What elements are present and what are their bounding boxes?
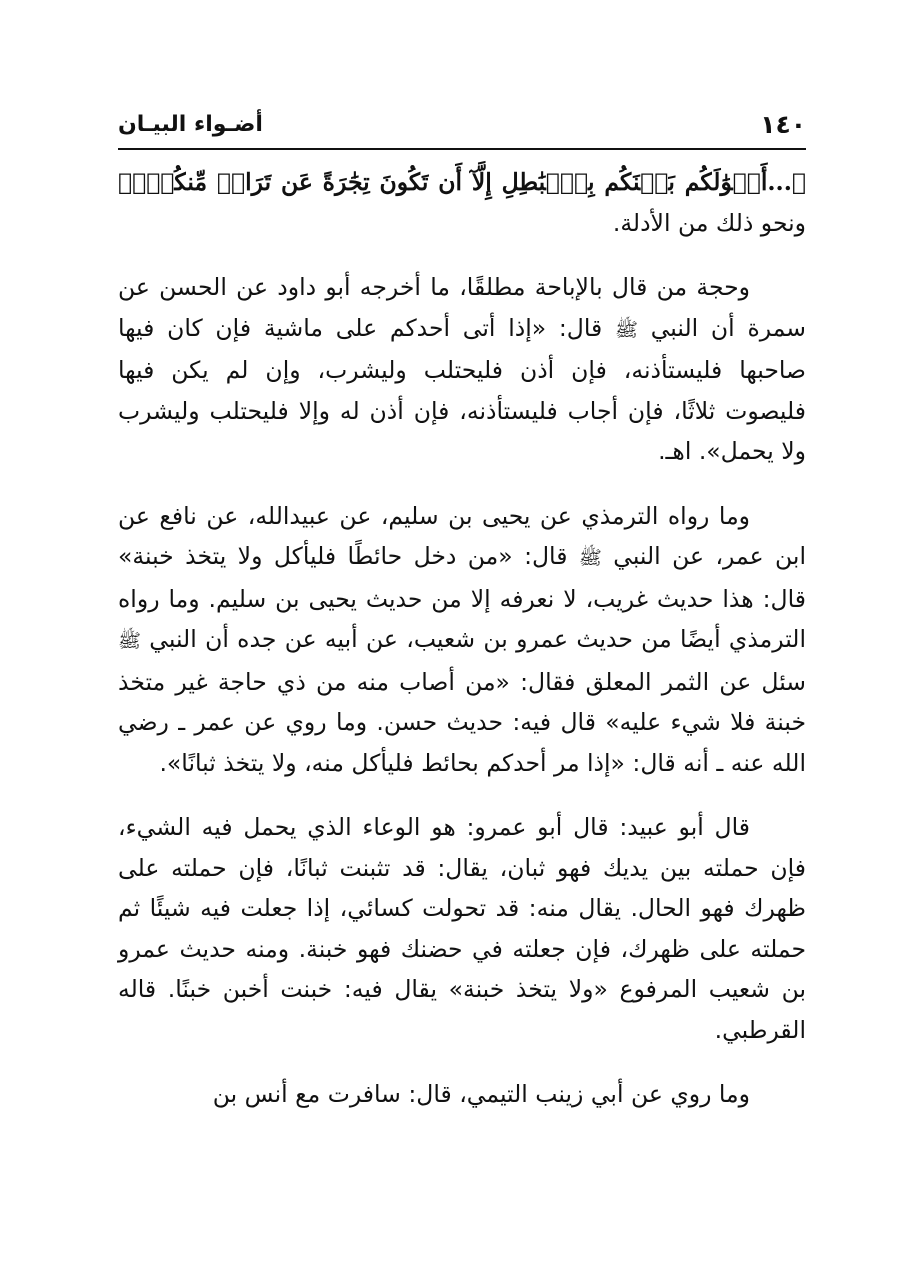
paragraph-3-text-b: قال: «من دخل حائطًا فليأكل ولا يتخذ خبنة» قال: هذا حديث غريب، لا نعرفه إلا من حديث يحيى بن سليم. وما رواه الترمذي أيضًا من حديث عمرو بن شعيب، عن أبيه عن جده أن النبي xyxy=(118,542,806,653)
paragraph-4 xyxy=(118,807,806,1050)
honorific-glyph: ﷺ xyxy=(615,318,638,341)
book-title: أضـواء البيـان xyxy=(118,112,263,137)
paragraph-4-text: قال أبو عبيد: قال أبو عمرو: هو الوعاء الذي يحمل فيه الشيء، فإن حملته بين يديك فهو ثبان، يقال: قد تثبنت ثبانًا، فإن حملته على ظهرك فهو الحال. يقال منه: قد تحولت كسائي، إذا جعلت فيه شيئًا ثم حملته على ظهرك، فإن جعلته في حضنك فهو خبنة. ومنه حديث عمرو بن شعيب المرفوع «ولا يتخذ خبنة» يقال فيه: خبنت أخبن خبنًا. قاله القرطبي. xyxy=(118,813,806,1044)
quran-verse: ﴿...أَمۡوَٰلَكُم بَيۡنَكُم بِٱلۡبَٰطِلِ إِلَّآ أَن تَكُونَ تِجَٰرَةً عَن تَرَاضٖ مِّنكُمۡۚ﴾ xyxy=(118,168,806,196)
honorific-glyph: ﷺ xyxy=(118,630,141,652)
paragraph-3-text-a: وما رواه الترمذي عن يحيى بن سليم، عن عبيدالله، عن نافع عن ابن عمر، عن النبي xyxy=(118,501,806,570)
paragraph-1-text: ونحو ذلك من الأدلة. xyxy=(612,208,806,237)
paragraph-3-text-c: سئل عن الثمر المعلق فقال: «من أصاب منه من ذي حاجة غير متخذ خبنة فلا شيء عليه» قال فيه: حديث حسن. وما روي عن عمر ـ رضي الله عنه ـ أنه قال: «إذا مر أحدكم بحائط فليأكل منه، ولا يتخذ ثبانًا». xyxy=(118,667,806,777)
paragraph-5 xyxy=(118,1074,806,1115)
paragraph-2-text-a: وحجة من قال بالإباحة مطلقًا، ما أخرجه أبو داود عن الحسن عن سمرة أن النبي xyxy=(118,273,806,342)
paragraph-2 xyxy=(118,267,806,472)
paragraph-1 xyxy=(118,162,806,243)
body-text xyxy=(118,162,806,1139)
paragraph-2-text-b: قال: «إذا أتى أحدكم على ماشية فإن كان فيها صاحبها فليستأذنه، فإن أذن فليحتلب وليشرب، وإن لم يكن فيها فليصوت ثلاثًا، فإن أجاب فليستأذنه، فإن أذن له وإلا فليحتلب وليشرب ولا يحمل». اهـ. xyxy=(118,313,806,465)
honorific-glyph: ﷺ xyxy=(578,547,602,569)
paragraph-5-text: وما روي عن أبي زينب التيمي، قال: سافرت مع أنس بن xyxy=(212,1080,750,1108)
paragraph-3 xyxy=(118,496,806,784)
book-page xyxy=(118,0,806,1271)
running-header xyxy=(118,108,806,150)
page-number: ١٤٠ xyxy=(760,110,806,139)
